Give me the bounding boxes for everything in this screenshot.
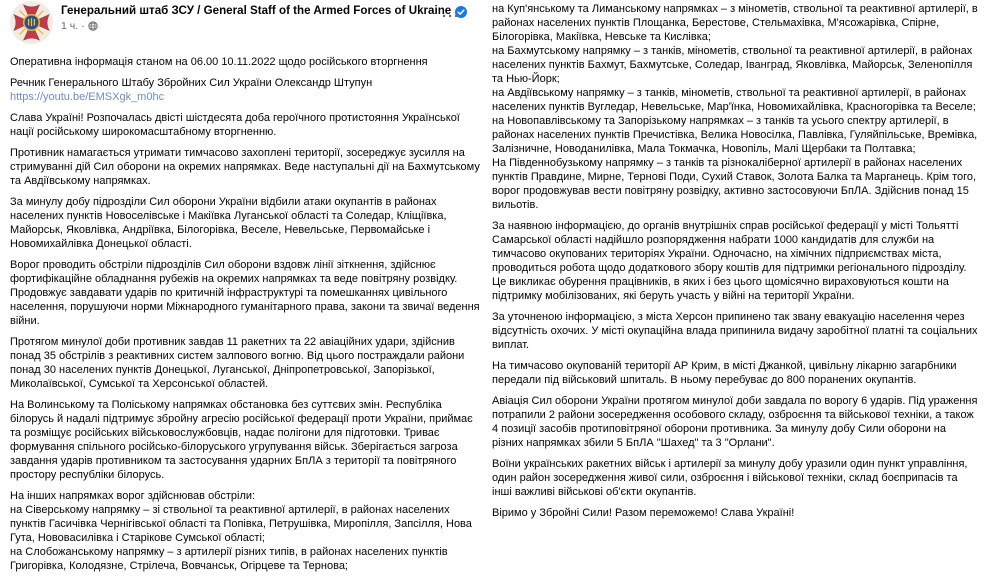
post-paragraph: За уточненою інформацією, з міста Херсон припинено так звану евакуацію населення через відсутність охочих. У місті окупаційна влада припинила видачу заробітної платні та соціальних виплат. bbox=[492, 311, 978, 351]
post-paragraph: на Новопавлівському та Запорізькому напрямках – з танків та усього спектру артилерії, в районах населених пунктів Пречистівка, Велика Новосілка, Павлівка, Гуляйпільське, Времівка, Залізничне, Новоданилівка, Мала Токмачка, Новопіль, Малі Щербаки та Полтавка; bbox=[492, 115, 978, 155]
general-staff-emblem-icon bbox=[10, 1, 53, 44]
post-paragraph: Оперативна інформація станом на 06.00 10.11.2022 щодо російського вторгнення bbox=[10, 56, 428, 68]
post-link-paragraph bbox=[10, 90, 482, 104]
post-paragraph: на Бахмутському напрямку – з танків, мінометів, ствольної та реактивної артилерії, в районах населених пунктів Бахмут, Бахмутське, Соледар, Іванград, Яковлівка, Майорськ, Зеленопілля та Нью-Йорк; bbox=[492, 45, 973, 85]
post-header bbox=[10, 0, 482, 45]
header-text-block bbox=[61, 1, 467, 32]
post-paragraph: Протягом минулої доби противник завдав 11 ракетних та 22 авіаційних удари, здійснив понад 35 обстрілів з реактивних систем залпового вогню. Від цього постраждали райони понад 30 населених пунктів Донецької, Луганської, Дніпропетровської, Запорізької, Миколаївської, Сумської та Херсонської областей. bbox=[10, 336, 465, 390]
post-paragraph: На тимчасово окупованій території АР Крим, в місті Джанкой, цивільну лікарню загарбники передали під військовий шпиталь. В ньому перебуває до 800 поранених окупантів. bbox=[492, 360, 957, 386]
post-paragraph: Противник намагається утримати тимчасово захоплені території, зосереджує зусилля на стримуванні дій Сил оборони на окремих напрямках. Веде наступальні дії на Бахмутському та Авдіївському напрямках. bbox=[10, 147, 480, 187]
globe-public-icon bbox=[88, 21, 98, 31]
post-paragraph: на Сіверському напрямку – зі ствольної та реактивної артилерії, в районах населених пунктів Гасичівка Чернігівської області та Попівка, Петрушівка, Миропілля, Запсілля, Нова Гута, Нововасилівка і Старікове Сумської області; bbox=[10, 504, 472, 544]
post-text-column-left bbox=[10, 45, 482, 573]
page-name-link[interactable]: Генеральний штаб ЗСУ / General Staff of the Armed Forces of Ukraine bbox=[61, 4, 452, 17]
post-paragraph: Ворог проводить обстріли підрозділів Сил оборони вздовж лінії зіткнення, здійснює фортифікаційне обладнання рубежів на окремих напрямках та веде повітряну розвідку. Продовжує завдавати ударів по критичній інфраструктурі та помешканнях цивільного населення, порушуючи норми Міжнародного гуманітарного права, закони та звичаї ведення війни. bbox=[10, 259, 480, 327]
post-text-column-right bbox=[492, 2, 978, 520]
post-paragraph: На Волинському та Поліському напрямках обстановка без суттєвих змін. Республіка білорусь й надалі підтримує збройну агресію російської федерації проти України, приймає та розміщує російських військовослужбовців, надає полігони для підготовки. Триває формування спільного російсько-білоруського угрупування військ. Зберігається загроза завдання ударів противником та застосування ударних БпЛА з території та повітряного простору республіки білорусь. bbox=[10, 399, 473, 481]
post-paragraph: Речник Генерального Штабу Збройних Сил України Олександр Штупун bbox=[10, 77, 373, 89]
post-paragraph: Воїни українських ракетних військ і артилерії за минулу добу уразили один пункт управління, один район зосередження живої сили, озброєння і військової техніки, склад боєприпасів та інші важливі військові об'єкти окупантів. bbox=[492, 458, 968, 498]
post-timestamp[interactable]: 1 ч. bbox=[61, 20, 79, 32]
post-paragraph: на Слобожанському напрямку – з артилерії різних типів, в районах населених пунктів Григорівка, Колодязне, Стрілеча, Вовчанськ, Огірцеве та Тернова; bbox=[10, 546, 448, 572]
post-options-button[interactable]: ··· bbox=[438, 6, 464, 28]
page-name-row bbox=[61, 4, 467, 18]
post-paragraph: На інших напрямках ворог здійснював обстріли: bbox=[10, 490, 256, 502]
post-paragraph: На Південнобузькому напрямку – з танків та різнокаліберної артилерії в районах населених пунктів Правдине, Мирне, Тернові Поди, Сухий Ставок, Золота Балка та Марганець. Крім того, ворог продовжував вести повітряну розвідку, активно застосовуючи БпЛА. Здійснив понад 15 вильотів. bbox=[492, 157, 977, 211]
post-right-column bbox=[492, 2, 978, 520]
post-paragraph: За минулу добу підрозділи Сил оборони України відбили атаки окупантів в районах населених пунктів Новоселівське і Макіївка Луганської області та Соледар, Кліщіївка, Майорськ, Яковлівка, Андріївка, Білогорівка, Веселе, Невельське, Первомайське і Новомихайлівка Донецької області. bbox=[10, 196, 447, 250]
post-paragraph: Авіація Сил оборони України протягом минулої доби завдала по ворогу 6 ударів. Під ураження потрапили 2 райони зосередження особового складу, озброєння та військової техніки, а також 4 позиції засобів протиповітряної оборони противника. За минулу добу Сили оборони на різних напрямках збили 5 БпЛА "Шахед" та 3 "Орлани". bbox=[492, 395, 978, 449]
meta-separator: · bbox=[81, 20, 85, 32]
post-paragraph: на Куп'янському та Лиманському напрямках – з мінометів, ствольної та реактивної артилерії, в районах населених пунктів Площанка, Берестове, Стельмахівка, М'ясожарівка, Спірне, Білогорівка, Макіївка, Невське та Кислівка; bbox=[492, 3, 978, 43]
post-paragraph: Віримо у Збройні Сили! Разом переможемо! Слава Україні! bbox=[492, 507, 795, 519]
post-meta-row bbox=[61, 20, 467, 32]
youtube-link[interactable]: https://youtu.be/EMSXgk_m0hc bbox=[10, 91, 165, 103]
post-paragraph: Слава Україні! Розпочалась двісті шістдесята доба героїчного протистояння Української нації російському широкомасштабному вторгненню. bbox=[10, 112, 460, 138]
page-avatar[interactable] bbox=[10, 1, 53, 44]
post-paragraph: на Авдіївському напрямку – з танків, мінометів, ствольної та реактивної артилерії, в районах населених пунктів Вугледар, Невельське, Мар'їнка, Новомихайлівка, Красногорівка та Веселе; bbox=[492, 87, 976, 113]
post-paragraph: За наявною інформацією, до органів внутрішніх справ російської федерації у місті Тольятті Самарської області надійшло розпорядження набрати 1000 кандидатів для служби на тимчасово окупованих територіях України. Одночасно, на хімічних підприємствах міста, проводиться робота щодо додаткового збору коштів для підтримки регіонального підрозділу. Це викликає обурення працівників, в яких і без цього щомісячно вираховуються кошти на підтримку мобілізованих, які беруть участь у війні на території України. bbox=[492, 220, 967, 302]
post-left-column bbox=[10, 0, 482, 573]
